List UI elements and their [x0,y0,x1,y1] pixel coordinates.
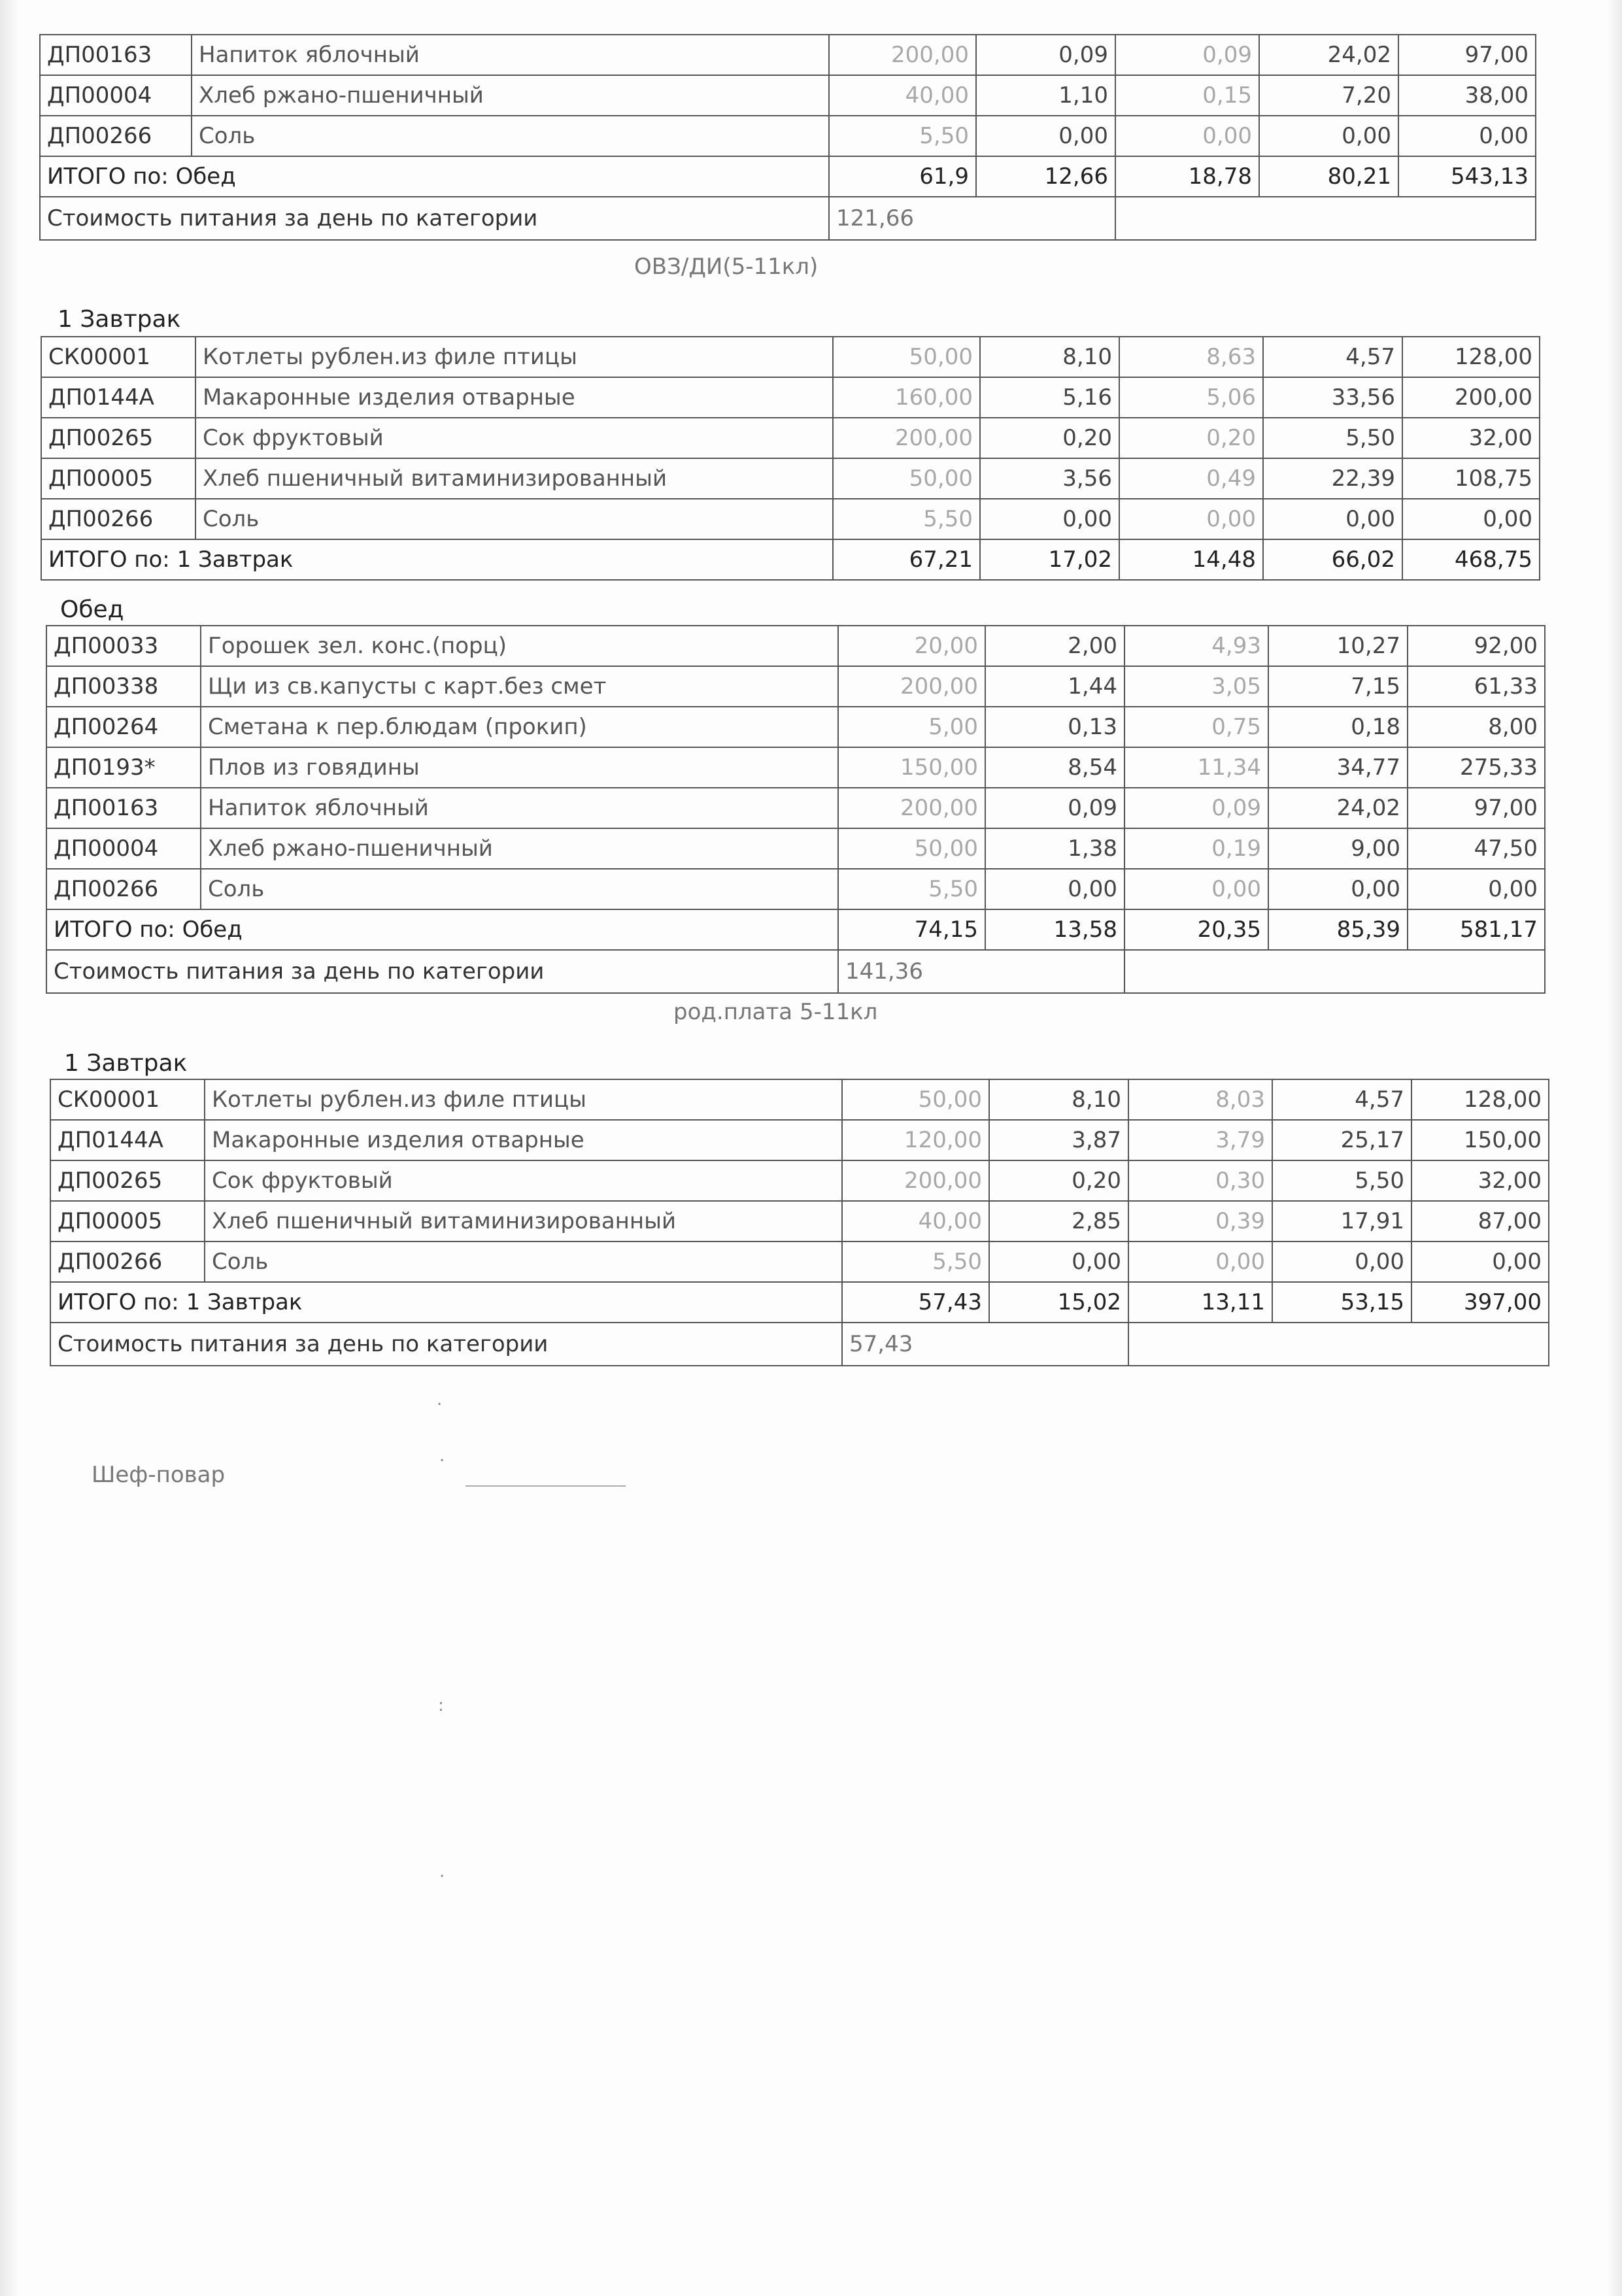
total-carbs: 85,39 [1268,909,1408,950]
item-fat: 0,09 [1115,35,1259,75]
menu-item-row [41,418,1540,458]
group2-cost-row [46,950,1545,993]
group2-breakfast-table [41,336,1540,581]
item-name: Соль [205,1241,842,1282]
menu-item-row [50,1079,1549,1120]
menu-item-row [40,35,1536,75]
item-protein: 0,00 [985,869,1124,909]
menu-item-row [46,747,1545,788]
total-weight: 67,21 [833,539,980,580]
item-code: ДП00005 [41,458,195,499]
cost-blank [1124,950,1545,993]
item-carbs: 4,57 [1272,1079,1411,1120]
scan-edge-left [0,0,18,2296]
item-fat: 0,20 [1119,418,1263,458]
item-protein: 0,00 [989,1241,1128,1282]
total-label: ИТОГО по: Обед [46,909,838,950]
item-fat: 0,00 [1124,869,1268,909]
item-name: Сметана к пер.блюдам (прокип) [201,707,838,747]
item-carbs: 22,39 [1263,458,1402,499]
item-code: ДП00264 [46,707,201,747]
item-carbs: 0,18 [1268,707,1408,747]
item-weight: 200,00 [838,788,985,828]
item-kcal: 97,00 [1408,788,1545,828]
item-kcal: 200,00 [1402,377,1540,418]
item-carbs: 0,00 [1259,116,1398,156]
group3-breakfast-total-row [50,1282,1549,1323]
total-fat: 18,78 [1115,156,1259,197]
item-name: Хлеб пшеничный витаминизированный [195,458,833,499]
item-name: Соль [195,499,833,539]
item-fat: 0,75 [1124,707,1268,747]
item-name: Соль [201,869,838,909]
item-fat: 0,00 [1115,116,1259,156]
item-code: ДП00004 [46,828,201,869]
menu-item-row [46,626,1545,666]
item-kcal: 0,00 [1402,499,1540,539]
item-carbs: 33,56 [1263,377,1402,418]
item-weight: 5,50 [833,499,980,539]
item-weight: 20,00 [838,626,985,666]
item-protein: 8,10 [989,1079,1128,1120]
item-weight: 40,00 [842,1201,989,1241]
item-kcal: 61,33 [1408,666,1545,707]
item-carbs: 4,57 [1263,337,1402,377]
item-weight: 120,00 [842,1120,989,1160]
group2-lunch-total-row [46,909,1545,950]
group2-breakfast-section-title: 1 Завтрак [58,306,181,333]
item-protein: 0,00 [980,499,1119,539]
cost-blank [1128,1323,1549,1366]
group1-table-block [39,34,1536,241]
menu-item-row [40,75,1536,116]
item-carbs: 24,02 [1268,788,1408,828]
menu-item-row [46,869,1545,909]
total-protein: 15,02 [989,1282,1128,1323]
item-fat: 4,93 [1124,626,1268,666]
cost-value: 141,36 [838,950,1124,993]
item-carbs: 5,50 [1272,1160,1411,1201]
group3-breakfast-section-title: 1 Завтрак [64,1050,188,1077]
item-code: ДП00005 [50,1201,205,1241]
item-weight: 200,00 [838,666,985,707]
item-fat: 0,19 [1124,828,1268,869]
item-fat: 11,34 [1124,747,1268,788]
total-kcal: 581,17 [1408,909,1545,950]
item-weight: 50,00 [842,1079,989,1120]
item-protein: 0,20 [989,1160,1128,1201]
group2-breakfast-total-row [41,539,1540,580]
item-name: Напиток яблочный [192,35,829,75]
signature-line [465,1485,626,1487]
group2-breakfast-block [41,336,1540,581]
item-kcal: 38,00 [1398,75,1536,116]
item-code: ДП00163 [40,35,192,75]
item-carbs: 7,20 [1259,75,1398,116]
item-code: ДП00266 [46,869,201,909]
item-protein: 3,56 [980,458,1119,499]
item-carbs: 17,91 [1272,1201,1411,1241]
cost-label: Стоимость питания за день по категории [40,197,829,240]
item-code: ДП00265 [41,418,195,458]
item-carbs: 0,00 [1272,1241,1411,1282]
item-name: Щи из св.капусты с карт.без смет [201,666,838,707]
item-fat: 0,00 [1128,1241,1272,1282]
group2-lunch-block [46,625,1546,994]
item-carbs: 24,02 [1259,35,1398,75]
menu-item-row [50,1241,1549,1282]
item-name: Сок фруктовый [195,418,833,458]
item-fat: 5,06 [1119,377,1263,418]
scan-speck: . [437,1390,443,1410]
scan-edge-right [1608,0,1622,2296]
total-label: ИТОГО по: Обед [40,156,829,197]
menu-item-row [50,1120,1549,1160]
menu-item-row [41,377,1540,418]
item-protein: 2,00 [985,626,1124,666]
item-kcal: 0,00 [1398,116,1536,156]
scan-speck: : [438,1696,444,1715]
item-protein: 0,09 [976,35,1115,75]
item-fat: 0,15 [1115,75,1259,116]
item-protein: 0,13 [985,707,1124,747]
item-carbs: 0,00 [1268,869,1408,909]
item-fat: 3,79 [1128,1120,1272,1160]
total-carbs: 66,02 [1263,539,1402,580]
item-name: Горошек зел. конс.(порц) [201,626,838,666]
cost-blank [1115,197,1536,240]
item-kcal: 32,00 [1402,418,1540,458]
item-kcal: 128,00 [1402,337,1540,377]
item-code: ДП00265 [50,1160,205,1201]
item-carbs: 25,17 [1272,1120,1411,1160]
item-fat: 0,00 [1119,499,1263,539]
group3-breakfast-table [50,1079,1549,1366]
menu-item-row [41,499,1540,539]
item-name: Хлеб ржано-пшеничный [201,828,838,869]
total-kcal: 468,75 [1402,539,1540,580]
group1-menu-table [39,34,1536,241]
total-protein: 17,02 [980,539,1119,580]
item-name: Хлеб пшеничный витаминизированный [205,1201,842,1241]
item-weight: 50,00 [838,828,985,869]
menu-item-row [46,666,1545,707]
item-fat: 8,63 [1119,337,1263,377]
menu-item-row [46,788,1545,828]
item-protein: 5,16 [980,377,1119,418]
total-protein: 12,66 [976,156,1115,197]
item-weight: 5,50 [842,1241,989,1282]
item-fat: 3,05 [1124,666,1268,707]
total-weight: 74,15 [838,909,985,950]
item-protein: 1,38 [985,828,1124,869]
item-kcal: 32,00 [1411,1160,1549,1201]
scan-speck: . [439,1862,445,1882]
item-code: ДП00163 [46,788,201,828]
item-weight: 200,00 [842,1160,989,1201]
item-weight: 50,00 [833,337,980,377]
item-weight: 200,00 [829,35,976,75]
item-kcal: 92,00 [1408,626,1545,666]
item-name: Макаронные изделия отварные [195,377,833,418]
item-carbs: 0,00 [1263,499,1402,539]
total-fat: 20,35 [1124,909,1268,950]
item-carbs: 7,15 [1268,666,1408,707]
item-kcal: 47,50 [1408,828,1545,869]
item-name: Плов из говядины [201,747,838,788]
item-code: ДП00266 [41,499,195,539]
item-code: СК00001 [41,337,195,377]
item-weight: 200,00 [833,418,980,458]
item-kcal: 0,00 [1411,1241,1549,1282]
cost-label: Стоимость питания за день по категории [50,1323,842,1366]
item-protein: 0,20 [980,418,1119,458]
total-fat: 13,11 [1128,1282,1272,1323]
item-code: ДП0144А [41,377,195,418]
total-label: ИТОГО по: 1 Завтрак [41,539,833,580]
total-carbs: 80,21 [1259,156,1398,197]
item-fat: 0,49 [1119,458,1263,499]
group2-lunch-table [46,625,1546,994]
item-code: ДП00338 [46,666,201,707]
item-name: Котлеты рублен.из филе птицы [195,337,833,377]
group2-category-caption: ОВЗ/ДИ(5-11кл) [634,254,819,280]
item-protein: 0,00 [976,116,1115,156]
item-kcal: 275,33 [1408,747,1545,788]
item-protein: 8,54 [985,747,1124,788]
item-code: ДП0144А [50,1120,205,1160]
item-weight: 150,00 [838,747,985,788]
item-code: ДП00266 [40,116,192,156]
item-protein: 1,44 [985,666,1124,707]
menu-item-row [46,828,1545,869]
item-code: ДП0193* [46,747,201,788]
item-kcal: 87,00 [1411,1201,1549,1241]
item-weight: 5,50 [829,116,976,156]
menu-item-row [41,458,1540,499]
item-fat: 0,39 [1128,1201,1272,1241]
item-weight: 40,00 [829,75,976,116]
item-code: ДП00033 [46,626,201,666]
group1-cost-row [40,197,1536,240]
total-fat: 14,48 [1119,539,1263,580]
menu-item-row [41,337,1540,377]
group1-total-row [40,156,1536,197]
scan-speck: . [439,1446,445,1466]
item-kcal: 150,00 [1411,1120,1549,1160]
item-protein: 2,85 [989,1201,1128,1241]
item-kcal: 0,00 [1408,869,1545,909]
total-kcal: 543,13 [1398,156,1536,197]
item-carbs: 34,77 [1268,747,1408,788]
group3-breakfast-block [50,1079,1549,1366]
item-carbs: 5,50 [1263,418,1402,458]
item-carbs: 10,27 [1268,626,1408,666]
item-kcal: 108,75 [1402,458,1540,499]
menu-item-row [50,1201,1549,1241]
menu-item-row [40,116,1536,156]
item-kcal: 128,00 [1411,1079,1549,1120]
item-fat: 0,30 [1128,1160,1272,1201]
total-label: ИТОГО по: 1 Завтрак [50,1282,842,1323]
group3-category-caption: род.плата 5-11кл [673,999,878,1025]
total-weight: 61,9 [829,156,976,197]
item-weight: 160,00 [833,377,980,418]
item-protein: 3,87 [989,1120,1128,1160]
item-protein: 1,10 [976,75,1115,116]
item-fat: 8,03 [1128,1079,1272,1120]
total-kcal: 397,00 [1411,1282,1549,1323]
item-kcal: 8,00 [1408,707,1545,747]
item-carbs: 9,00 [1268,828,1408,869]
item-code: ДП00266 [50,1241,205,1282]
group3-cost-row [50,1323,1549,1366]
cost-value: 121,66 [829,197,1115,240]
cost-label: Стоимость питания за день по категории [46,950,838,993]
item-code: СК00001 [50,1079,205,1120]
cost-value: 57,43 [842,1323,1128,1366]
item-protein: 8,10 [980,337,1119,377]
item-protein: 0,09 [985,788,1124,828]
item-name: Соль [192,116,829,156]
item-code: ДП00004 [40,75,192,116]
menu-item-row [50,1160,1549,1201]
item-kcal: 97,00 [1398,35,1536,75]
total-weight: 57,43 [842,1282,989,1323]
item-weight: 5,00 [838,707,985,747]
group2-lunch-section-title: Обед [60,596,124,623]
item-name: Хлеб ржано-пшеничный [192,75,829,116]
item-weight: 5,50 [838,869,985,909]
chef-signature-label: Шеф-повар [92,1462,226,1488]
total-carbs: 53,15 [1272,1282,1411,1323]
menu-item-row [46,707,1545,747]
item-name: Котлеты рублен.из филе птицы [205,1079,842,1120]
item-weight: 50,00 [833,458,980,499]
total-protein: 13,58 [985,909,1124,950]
item-name: Макаронные изделия отварные [205,1120,842,1160]
item-name: Сок фруктовый [205,1160,842,1201]
item-name: Напиток яблочный [201,788,838,828]
item-fat: 0,09 [1124,788,1268,828]
